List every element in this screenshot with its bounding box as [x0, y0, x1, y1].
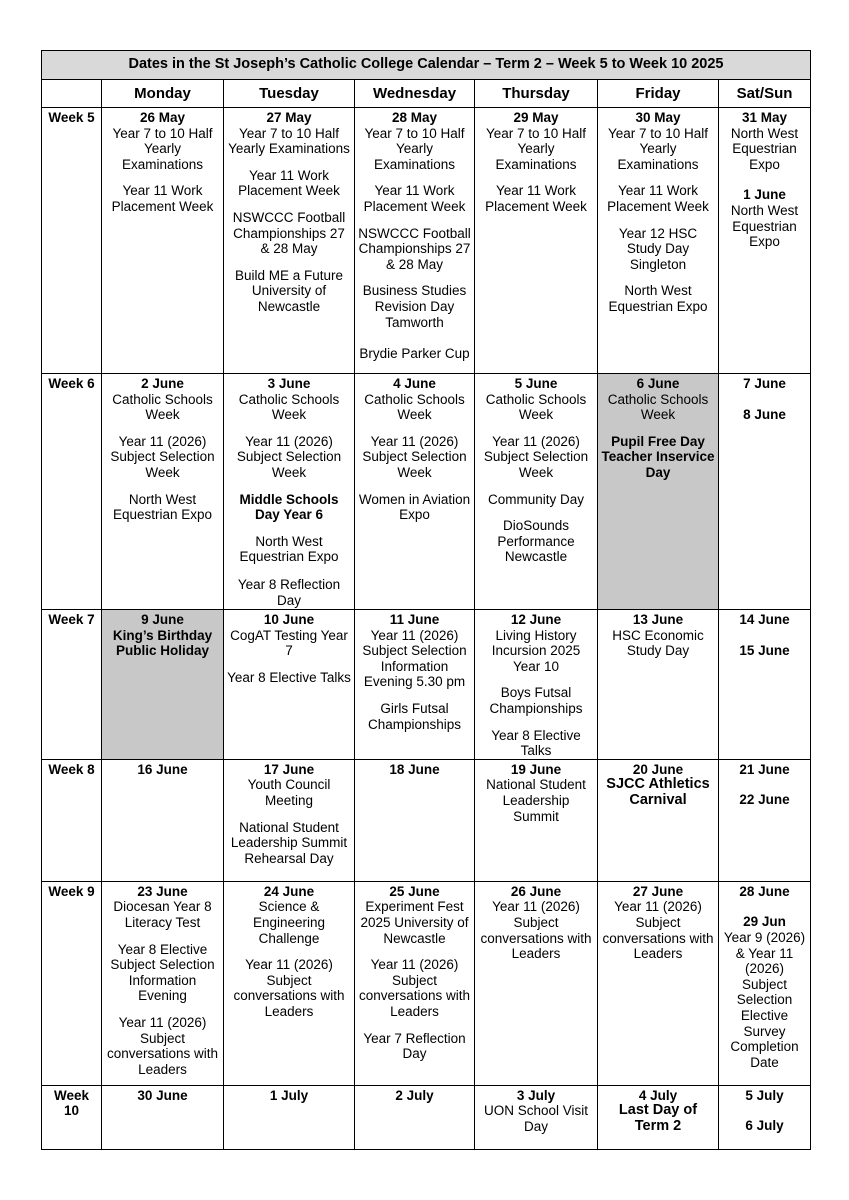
- event-text: Year 11 Work Placement Week: [238, 167, 340, 199]
- second-date-label: 29 Jun: [743, 914, 786, 930]
- date-gap: [722, 628, 807, 643]
- second-date-label: 1 June: [743, 187, 786, 203]
- day-cell-wednesday: [355, 610, 475, 760]
- event-text: Community Day: [487, 491, 585, 507]
- day-cell-monday: [102, 108, 224, 374]
- week-row: [42, 881, 811, 1085]
- date-label: 5 June: [514, 376, 558, 391]
- event-text: Living History Incursion 2025 Year 10: [491, 627, 581, 674]
- day-cell-friday: [598, 881, 719, 1085]
- calendar-table: [41, 50, 811, 1150]
- day-cell-tuesday: [224, 108, 355, 374]
- day-cell-tuesday: [224, 881, 355, 1085]
- week-label: Week 10: [42, 1085, 102, 1149]
- event-text: Brydie Parker Cup: [359, 346, 470, 362]
- date-label: 1 July: [269, 1087, 309, 1103]
- event-text: Year 11 (2026) Subject conversations with Leaders: [106, 1014, 219, 1077]
- day-cell-weekend: [719, 374, 811, 610]
- date-label: 14 June: [739, 612, 790, 627]
- day-cell-friday: [598, 1085, 719, 1149]
- date-label: 2 July: [395, 1087, 434, 1103]
- date-label: 5 July: [745, 1087, 784, 1103]
- event-text: Year 12 HSC Study Day Singleton: [618, 225, 698, 272]
- date-label: 23 June: [137, 883, 188, 899]
- day-cell-thursday: [475, 759, 598, 881]
- day-cell-monday: [102, 881, 224, 1085]
- date-label: 26 May: [139, 110, 186, 125]
- event-text: Year 9 (2026) & Year 11 (2026) Subject Selection Elective Survey Completion Date: [723, 929, 806, 1070]
- second-date-label: 22 June: [739, 792, 790, 808]
- event-text: Pupil Free Day Teacher Inservice Day: [601, 433, 715, 480]
- event-text: Year 7 to 10 Half Yearly Examinations: [112, 125, 213, 172]
- day-cell-tuesday: [224, 610, 355, 760]
- day-cell-thursday: [475, 108, 598, 374]
- event-text: Year 8 Elective Subject Selection Information Evening: [110, 941, 215, 1004]
- event-text: Year 11 (2026) Subject Selection Week: [483, 433, 589, 480]
- date-label: 20 June: [632, 761, 684, 777]
- event-text: Year 11 Work Placement Week: [111, 183, 214, 214]
- calendar-title: Dates in the St Joseph’s Catholic College Calendar – Term 2 – Week 5 to Week 10 2025: [42, 51, 811, 80]
- event-text: Catholic Schools Week: [485, 391, 587, 423]
- week-label: Week 9: [42, 881, 102, 1085]
- date-label: 30 May: [635, 110, 681, 125]
- event-text: North West Equestrian Expo: [730, 125, 799, 172]
- date-label: 2 June: [141, 376, 184, 391]
- date-gap: [722, 172, 807, 187]
- weekday-header-row: [42, 80, 811, 108]
- event-text: Year 11 Work Placement Week: [607, 183, 709, 214]
- date-label: 26 June: [510, 883, 562, 899]
- day-cell-weekend: [719, 759, 811, 881]
- date-label: 3 June: [267, 376, 311, 391]
- header-thursday: Thursday: [475, 80, 598, 108]
- event-text: Science & Engineering Challenge: [252, 899, 326, 946]
- header-weekend: Sat/Sun: [719, 80, 811, 108]
- header-tuesday: Tuesday: [224, 80, 355, 108]
- date-label: 6 June: [636, 376, 680, 391]
- day-cell-weekend: [719, 1085, 811, 1149]
- event-text: Boys Futsal Championships: [489, 685, 583, 716]
- event-text: Last Day of Term 2: [618, 1102, 698, 1134]
- date-gap: [722, 899, 807, 914]
- date-label: 17 June: [263, 761, 315, 777]
- event-text: NSWCCC Football Championships 27 & 28 May: [232, 209, 346, 257]
- event-text: Year 7 Reflection Day: [363, 1030, 466, 1062]
- week-row: [42, 374, 811, 610]
- date-label: 30 June: [137, 1087, 188, 1103]
- event-text: Middle Schools Day Year 6: [239, 491, 339, 523]
- day-cell-monday: [102, 759, 224, 881]
- event-text: Year 11 (2026) Subject conversations with Leaders: [602, 899, 714, 962]
- day-cell-tuesday: [224, 1085, 355, 1149]
- event-text: King’s Birthday Public Holiday: [112, 627, 213, 659]
- event-text: Year 11 Work Placement Week: [485, 183, 587, 214]
- day-cell-wednesday: [355, 759, 475, 881]
- day-cell-monday: [102, 374, 224, 610]
- event-text: Youth Council Meeting: [247, 777, 331, 808]
- event-text: Year 11 (2026) Subject conversations with Leaders: [358, 957, 471, 1019]
- day-cell-wednesday: [355, 374, 475, 610]
- event-text: HSC Economic Study Day: [612, 627, 704, 659]
- date-label: 11 June: [389, 612, 440, 627]
- day-cell-weekend: [719, 881, 811, 1085]
- day-cell-monday: [102, 1085, 224, 1149]
- event-text: National Student Leadership Summit Rehearsal Day: [230, 819, 348, 866]
- event-text: Catholic Schools Week: [364, 391, 465, 423]
- date-label: 4 June: [393, 376, 436, 391]
- event-text: Year 11 (2026) Subject Selection Week: [110, 433, 215, 480]
- week-label: Week 5: [42, 108, 102, 374]
- day-cell-friday: [598, 610, 719, 760]
- event-text: Year 11 Work Placement Week: [363, 183, 466, 214]
- date-label: 10 June: [263, 612, 315, 627]
- date-gap: [722, 392, 807, 407]
- day-cell-friday: [598, 108, 719, 374]
- event-text: DioSounds Performance Newcastle: [497, 518, 575, 565]
- day-cell-thursday: [475, 1085, 598, 1149]
- week-row: [42, 759, 811, 881]
- header-monday: Monday: [102, 80, 224, 108]
- week-row: [42, 108, 811, 374]
- date-label: 18 June: [389, 761, 440, 777]
- date-label: 29 May: [513, 110, 559, 125]
- date-label: 16 June: [137, 761, 188, 777]
- date-label: 31 May: [741, 110, 788, 125]
- title-row: [42, 51, 811, 80]
- day-cell-thursday: [475, 881, 598, 1085]
- date-label: 28 May: [391, 110, 438, 125]
- date-label: 24 June: [263, 883, 315, 899]
- date-label: 27 May: [266, 110, 312, 125]
- event-text: North West Equestrian Expo: [730, 202, 799, 250]
- week-label: Week 6: [42, 374, 102, 610]
- date-label: 19 June: [510, 761, 562, 777]
- event-text: Year 11 (2026) Subject Selection Information Evening 5.30 pm: [362, 627, 467, 690]
- week-label: Week 7: [42, 610, 102, 760]
- event-text: Year 8 Elective Talks: [491, 727, 581, 759]
- event-text: North West Equestrian Expo: [239, 533, 339, 565]
- day-cell-weekend: [719, 108, 811, 374]
- day-cell-tuesday: [224, 759, 355, 881]
- date-gap: [722, 777, 807, 792]
- date-label: 9 June: [141, 612, 184, 627]
- day-cell-tuesday: [224, 374, 355, 610]
- day-cell-thursday: [475, 610, 598, 760]
- date-label: 3 July: [516, 1087, 556, 1103]
- date-label: 28 June: [739, 883, 790, 899]
- event-text: North West Equestrian Expo: [608, 283, 708, 314]
- day-cell-friday: [598, 374, 719, 610]
- week-label: Week 8: [42, 759, 102, 881]
- event-text: North West Equestrian Expo: [112, 491, 213, 523]
- event-text: Girls Futsal Championships: [367, 700, 462, 732]
- event-text: Catholic Schools Week: [238, 391, 340, 423]
- week-row: [42, 610, 811, 760]
- date-label: 27 June: [632, 883, 684, 899]
- event-text: Experiment Fest 2025 University of Newcastle: [360, 899, 469, 946]
- event-text: CogAT Testing Year 7: [230, 627, 348, 659]
- event-text: Year 7 to 10 Half Yearly Examinations: [485, 125, 587, 172]
- day-cell-thursday: [475, 374, 598, 610]
- corner-cell: [42, 80, 102, 108]
- event-text: Year 8 Reflection Day: [237, 576, 341, 608]
- event-text: Women in Aviation Expo: [358, 491, 471, 523]
- event-text: Build ME a Future University of Newcastle: [234, 267, 344, 314]
- week-row: [42, 1085, 811, 1149]
- day-cell-wednesday: [355, 108, 475, 374]
- weeks-body: [42, 108, 811, 1150]
- event-text: UON School Visit Day: [483, 1103, 589, 1134]
- event-text: Diocesan Year 8 Literacy Test: [113, 899, 212, 930]
- date-gap: [722, 1103, 807, 1118]
- day-cell-friday: [598, 759, 719, 881]
- date-label: 13 June: [632, 612, 684, 627]
- event-text: Year 7 to 10 Half Yearly Examinations: [364, 125, 465, 172]
- event-text: Year 11 (2026) Subject conversations with Leaders: [233, 957, 345, 1019]
- date-label: 4 July: [638, 1087, 678, 1103]
- event-text: Business Studies Revision Day Tamworth: [362, 283, 467, 330]
- date-label: 7 June: [743, 376, 786, 391]
- second-date-label: 8 June: [743, 406, 786, 422]
- event-text: Catholic Schools Week: [607, 391, 709, 423]
- second-date-label: 6 July: [745, 1118, 784, 1134]
- date-label: 25 June: [389, 883, 440, 899]
- event-text: Year 7 to 10 Half Yearly Examinations: [228, 125, 350, 157]
- day-cell-wednesday: [355, 1085, 475, 1149]
- event-text: Year 11 (2026) Subject Selection Week: [362, 433, 467, 480]
- header-friday: Friday: [598, 80, 719, 108]
- event-text: Year 8 Elective Talks: [227, 669, 351, 685]
- event-text: National Student Leadership Summit: [486, 777, 586, 824]
- day-cell-weekend: [719, 610, 811, 760]
- date-label: 12 June: [510, 612, 562, 627]
- header-wednesday: Wednesday: [355, 80, 475, 108]
- event-text: SJCC Athletics Carnival: [606, 776, 710, 808]
- event-text: Year 11 (2026) Subject Selection Week: [236, 433, 342, 480]
- event-text: Year 11 (2026) Subject conversations with Leaders: [480, 899, 592, 962]
- second-date-label: 15 June: [739, 642, 790, 658]
- day-cell-monday: [102, 610, 224, 760]
- event-text: Catholic Schools Week: [112, 391, 213, 423]
- event-text: NSWCCC Football Championships 27 & 28 May: [358, 225, 471, 272]
- day-cell-wednesday: [355, 881, 475, 1085]
- event-text: Year 7 to 10 Half Yearly Examinations: [607, 125, 709, 172]
- date-label: 21 June: [739, 761, 790, 777]
